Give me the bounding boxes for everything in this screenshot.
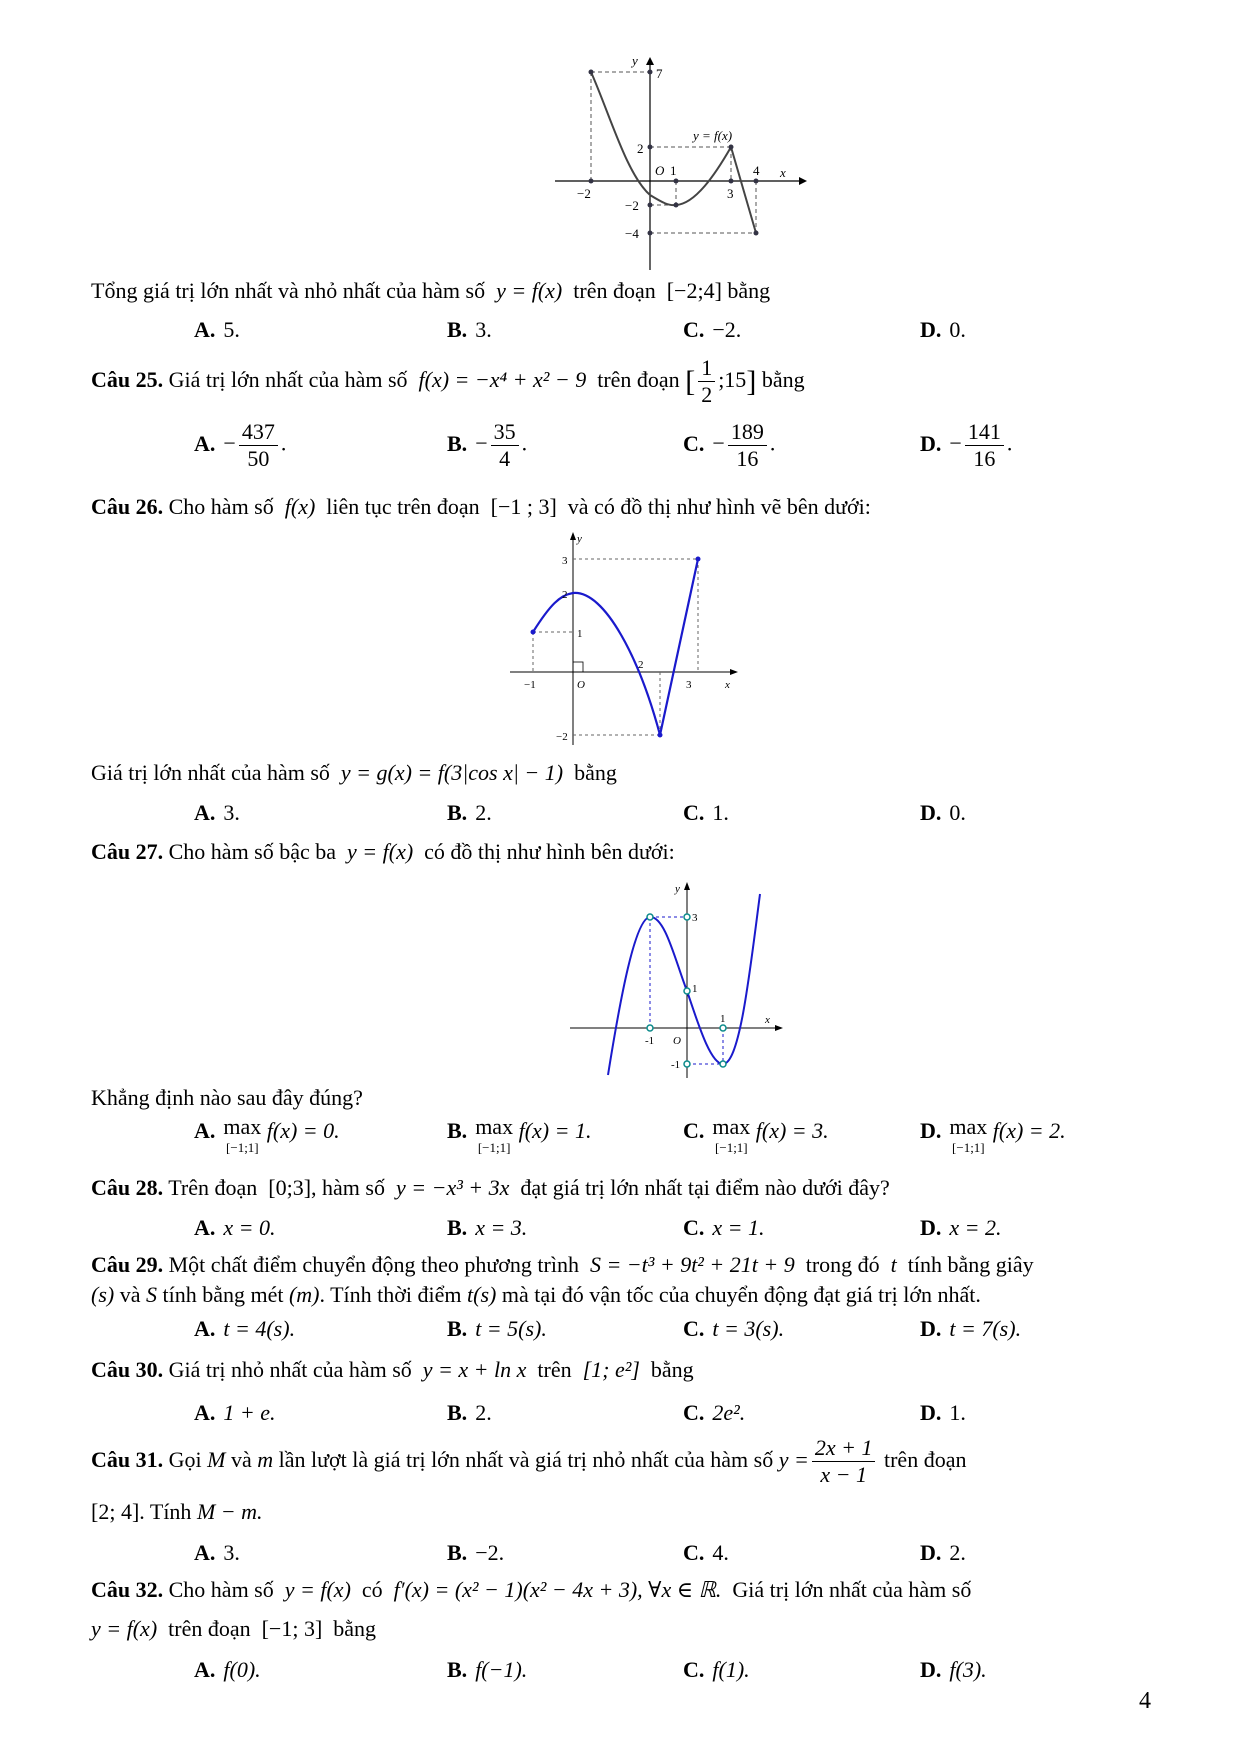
g1-tick-3: 3 bbox=[727, 186, 734, 201]
g2-tick-3: 3 bbox=[562, 555, 568, 567]
q29-line1: Câu 29. Một chất điểm chuyển động theo phương trình S = −t³ + 9t² + 21t + 9 trong đó t tính bằng giây bbox=[91, 1252, 1034, 1277]
q31-line2: [2; 4]. Tính M − m. bbox=[91, 1499, 263, 1524]
page-number: 4 bbox=[1139, 1688, 1151, 1714]
q27-stem2: Khẳng định nào sau đây đúng? bbox=[91, 1085, 363, 1110]
g3-tick-neg1y: -1 bbox=[671, 1059, 681, 1071]
q27-option-c[interactable]: C. max [−1;1] f(x) = 3. bbox=[683, 1114, 829, 1155]
q32-option-c[interactable]: C. f(1). bbox=[683, 1657, 750, 1682]
q26-stem2: Giá trị lớn nhất của hàm số y = g(x) = f(3|cos x| − 1) bằng bbox=[91, 760, 617, 785]
q25-option-a[interactable]: A. − $\frac{437}{50}$ . bbox=[194, 419, 287, 471]
q26-option-b[interactable]: B. 2. bbox=[447, 800, 492, 825]
g1-ylabel: y bbox=[632, 55, 638, 68]
g1-tick-neg4: −4 bbox=[625, 226, 639, 241]
q29-line2: (s) và S tính bằng mét (m). Tính thời điểm t(s) mà tại đó vận tốc của chuyển động đạt giá trị lớn nhất. bbox=[91, 1282, 981, 1307]
g3-origin: O bbox=[673, 1035, 681, 1047]
g1-tick-7: 7 bbox=[656, 66, 663, 81]
q24-option-a[interactable]: A. 5. bbox=[194, 317, 240, 342]
g2-xlabel: x bbox=[725, 679, 730, 691]
q32-line2: y = f(x) trên đoạn [−1; 3] bằng bbox=[91, 1616, 377, 1641]
q24-stem: Tổng giá trị lớn nhất và nhỏ nhất của hàm số y = f(x) trên đoạn [−2;4] bằng bbox=[91, 278, 771, 303]
graph-q27 bbox=[565, 880, 790, 1080]
q31-option-d[interactable]: D. 2. bbox=[920, 1540, 966, 1565]
g1-tick-2: 2 bbox=[637, 141, 644, 156]
q24-option-d[interactable]: D. 0. bbox=[920, 317, 966, 342]
q30-stem: Câu 30. Giá trị nhỏ nhất của hàm số y = x + ln x trên [1; e²] bằng bbox=[91, 1357, 694, 1382]
q28-option-c[interactable]: C. x = 1. bbox=[683, 1215, 765, 1240]
q27-stem: Câu 27. Cho hàm số bậc ba y = f(x) có đồ thị như hình bên dưới: bbox=[91, 839, 675, 864]
g3-tick-1y: 1 bbox=[692, 983, 698, 995]
g1-tick-1: 1 bbox=[670, 163, 677, 178]
q27-option-b[interactable]: B. max [−1;1] f(x) = 1. bbox=[447, 1114, 592, 1155]
q25-option-c[interactable]: C. − $\frac{189}{16}$ . bbox=[683, 419, 776, 471]
q32-option-a[interactable]: A. f(0). bbox=[194, 1657, 261, 1682]
g2-origin: O bbox=[577, 679, 585, 691]
q28-option-d[interactable]: D. x = 2. bbox=[920, 1215, 1002, 1240]
q31-option-a[interactable]: A. 3. bbox=[194, 1540, 240, 1565]
g1-origin: O bbox=[655, 163, 665, 178]
q32-line1: Câu 32. Cho hàm số y = f(x) có f′(x) = (x² − 1)(x² − 4x + 3), ∀x ∈ ℝ. Giá trị lớn nhất của hàm số bbox=[91, 1577, 972, 1602]
q27-option-a[interactable]: A. max [−1;1] f(x) = 0. bbox=[194, 1114, 340, 1155]
q32-option-d[interactable]: D. f(3). bbox=[920, 1657, 987, 1682]
q26-option-c[interactable]: C. 1. bbox=[683, 800, 729, 825]
q31-option-b[interactable]: B. −2. bbox=[447, 1540, 505, 1565]
g3-xlabel: x bbox=[765, 1014, 770, 1026]
g2-ylabel: y bbox=[577, 533, 582, 545]
g3-tick-3: 3 bbox=[692, 912, 698, 924]
q26-stem: Câu 26. Cho hàm số f(x) liên tục trên đoạn [−1 ; 3] và có đồ thị như hình vẽ bên dưới: bbox=[91, 494, 871, 519]
q32-option-b[interactable]: B. f(−1). bbox=[447, 1657, 528, 1682]
q31-line1: Câu 31. Gọi M và m lần lượt là giá trị lớn nhất và giá trị nhỏ nhất của hàm số y = $\frac{2x + 1}{x - 1}$ trên đoạn bbox=[91, 1435, 967, 1488]
q31-option-c[interactable]: C. 4. bbox=[683, 1540, 729, 1565]
q30-option-c[interactable]: C. 2e². bbox=[683, 1400, 746, 1425]
g2-tick-neg2: −2 bbox=[556, 731, 568, 743]
g2-tick-1: 1 bbox=[577, 628, 583, 640]
g2-tick-2x: 2 bbox=[638, 659, 644, 671]
g3-tick-neg1x: -1 bbox=[645, 1035, 655, 1047]
q30-option-a[interactable]: A. 1 + e. bbox=[194, 1400, 276, 1425]
g2-tick-neg1: −1 bbox=[524, 679, 536, 691]
q24-option-b[interactable]: B. 3. bbox=[447, 317, 492, 342]
g1-tick-4: 4 bbox=[753, 163, 760, 178]
q25-option-b[interactable]: B. − $\frac{35}{4}$ . bbox=[447, 419, 528, 471]
q29-option-b[interactable]: B. t = 5(s). bbox=[447, 1316, 547, 1341]
q30-option-d[interactable]: D. 1. bbox=[920, 1400, 966, 1425]
g1-tick-neg2x: −2 bbox=[577, 186, 591, 201]
g1-curve-label: y = f(x) bbox=[693, 128, 733, 143]
g2-tick-2: 2 bbox=[562, 589, 568, 601]
q29-option-c[interactable]: C. t = 3(s). bbox=[683, 1316, 785, 1341]
q24-option-c[interactable]: C. −2. bbox=[683, 317, 742, 342]
q25-stem: Câu 25. Giá trị lớn nhất của hàm số f(x) = −x⁴ + x² − 9 trên đoạn [ $\frac{1}{2}$ ;15] bằng bbox=[91, 355, 805, 408]
g2-tick-3x: 3 bbox=[686, 679, 692, 691]
g3-tick-1x: 1 bbox=[720, 1013, 726, 1025]
q25-option-d[interactable]: D. − $\frac{141}{16}$ . bbox=[920, 419, 1013, 471]
g1-tick-neg2y: −2 bbox=[625, 198, 639, 213]
q28-option-b[interactable]: B. x = 3. bbox=[447, 1215, 528, 1240]
q26-option-a[interactable]: A. 3. bbox=[194, 800, 240, 825]
q27-option-d[interactable]: D. max [−1;1] f(x) = 2. bbox=[920, 1114, 1066, 1155]
q28-stem: Câu 28. Trên đoạn [0;3], hàm số y = −x³ + 3x đạt giá trị lớn nhất tại điểm nào dưới đây? bbox=[91, 1175, 890, 1200]
q30-option-b[interactable]: B. 2. bbox=[447, 1400, 492, 1425]
q29-option-d[interactable]: D. t = 7(s). bbox=[920, 1316, 1022, 1341]
g1-xlabel: x bbox=[780, 165, 786, 180]
q29-option-a[interactable]: A. t = 4(s). bbox=[194, 1316, 296, 1341]
graph-q26 bbox=[510, 530, 745, 750]
q26-option-d[interactable]: D. 0. bbox=[920, 800, 966, 825]
graph-q24 bbox=[555, 55, 815, 270]
g3-ylabel: y bbox=[675, 883, 680, 895]
q28-option-a[interactable]: A. x = 0. bbox=[194, 1215, 276, 1240]
